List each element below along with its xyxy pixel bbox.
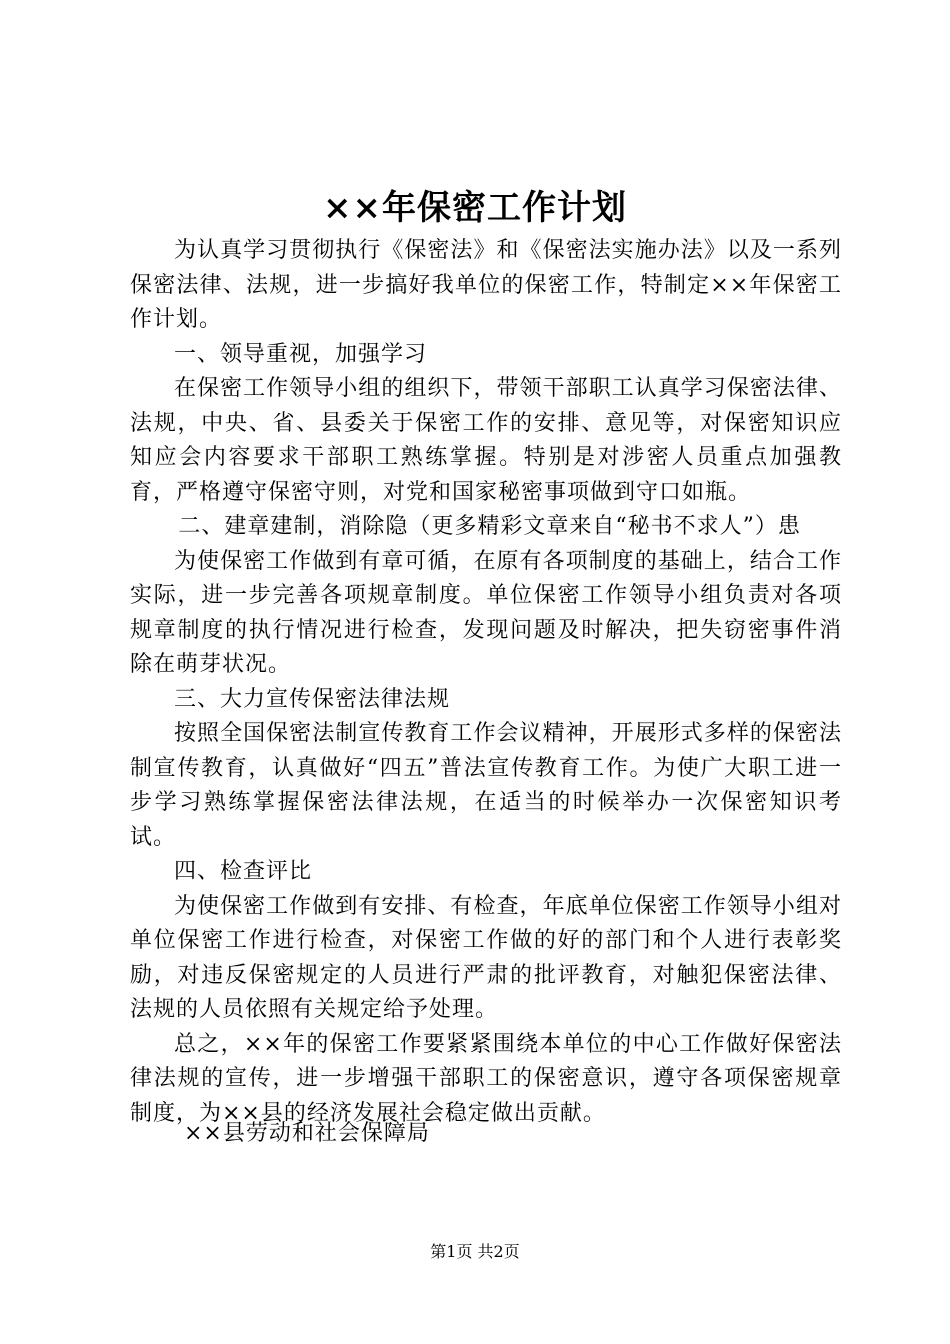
intro-paragraph: 为认真学习贯彻执行《保密法》和《保密法实施办法》以及一系列保密法律、法规，进一步搞好我单位的保密工作，特制定××年保密工作计划。 <box>130 238 842 332</box>
section-paragraph-4: 为使保密工作做到有安排、有检查，年底单位保密工作领导小组对单位保密工作进行检查，对保密工作做的好的部门和个人进行表彰奖励，对违反保密规定的人员进行严肃的批评教育，对触犯保密法律、法规的人员依照有关规定给予处理。 <box>130 893 842 1022</box>
page-footer: 第1页 共2页 <box>430 1242 520 1261</box>
document-title: ××年保密工作计划 <box>323 188 627 228</box>
section-heading-4: 四、检查评比 <box>174 859 313 884</box>
section-paragraph-3: 按照全国保密法制宣传教育工作会议精神，开展形式多样的保密法制宣传教育，认真做好“四五”普法宣传教育工作。为使广大职工进一步学习熟练掌握保密法律法规，在适当的时候举办一次保密知识考试。 <box>130 721 842 850</box>
section-heading-3: 三、大力宣传保密法律法规 <box>174 686 451 712</box>
document-body <box>130 234 842 1131</box>
signature-organization: ××县劳动和社会保障局 <box>184 1121 430 1146</box>
section-heading-2: 二、建章建制，消除隐（更多精彩文章来自“秘书不求人”）患 <box>178 514 801 539</box>
section-paragraph-1: 在保密工作领导小组的组织下，带领干部职工认真学习保密法律、法规，中央、省、县委关于保密工作的安排、意见等，对保密知识应知应会内容要求干部职工熟练掌握。特别是对涉密人员重点加强教育，严格遵守保密守则，对党和国家秘密事项做到守口如瓶。 <box>130 376 842 505</box>
section-paragraph-2: 为使保密工作做到有章可循，在原有各项制度的基础上，结合工作实际，进一步完善各项规章制度。单位保密工作领导小组负责对各项规章制度的执行情况进行检查，发现问题及时解决，把失窃密事件消除在萌芽状况。 <box>130 548 842 677</box>
section-heading-1: 一、领导重视，加强学习 <box>174 341 428 367</box>
conclusion-paragraph: 总之，××年的保密工作要紧紧围绕本单位的中心工作做好保密法律法规的宣传，进一步增强干部职工的保密意识，遵守各项保密规章制度，为××县的经济发展社会稳定做出贡献。 <box>130 1031 842 1126</box>
